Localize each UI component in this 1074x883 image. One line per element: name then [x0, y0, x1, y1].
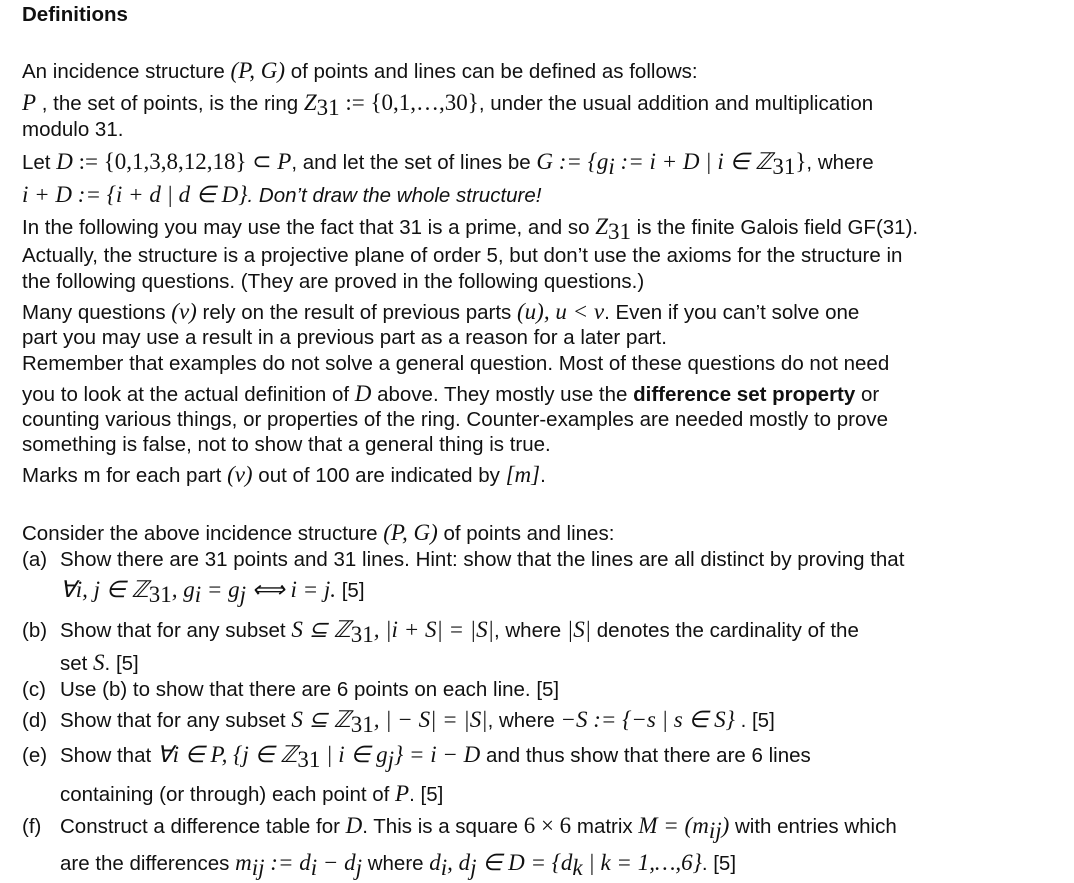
intro-line-1: An incidence structure (P, G) of points and lines can be defined as follows: [22, 58, 698, 83]
question-a-formula: ∀i, j ∈ ℤ$_{31}$, $g_i = g_j$ ⟺ i = j. [5] [60, 577, 365, 608]
question-c-label: (c) [22, 678, 46, 701]
intro-line-11: Remember that examples do not solve a general question. Most of these questions do not need [22, 352, 890, 375]
question-a-label: (a) [22, 548, 48, 571]
question-d-label: (d) [22, 709, 48, 732]
intro-line-14: something is false, not to show that a general thing is true. [22, 433, 551, 456]
intro-line-12: you to look at the actual definition of D above. They mostly use the difference set property or [22, 381, 880, 406]
heading-definitions: Definitions [22, 3, 128, 26]
question-b-label: (b) [22, 619, 48, 642]
intro-line-9: Many questions (v) rely on the result of previous parts (u), u < v. Even if you can’t solve one [22, 299, 860, 324]
intro-line-2: P , the set of points, is the ring $Z_{31}$ := {0,1,…,30}, under the usual addition and multiplication [22, 90, 874, 121]
question-e-label: (e) [22, 744, 48, 767]
question-e-cont: containing (or through) each point of P. [5] [60, 781, 444, 806]
intro-line-15: Marks m for each part (v) out of 100 are indicated by [m]. [22, 462, 546, 487]
question-b-cont: set S. [5] [60, 650, 139, 675]
intro-line-6: In the following you may use the fact that 31 is a prime, and so $Z_{31}$ is the finite Galois field GF(31). [22, 214, 919, 245]
question-a: (a) Show there are 31 points and 31 lines. Hint: show that the lines are all distinct by proving that [22, 545, 1062, 575]
intro-line-7: Actually, the structure is a projective plane of order 5, but don’t use the axioms for the structure in [22, 244, 903, 267]
intro-line-3: modulo 31. [22, 118, 124, 141]
question-d: (d) Show that for any subset S ⊆ ℤ$_{31}$, | − S| = |S|, where −S := {−s | s ∈ S} . [5] [22, 707, 775, 738]
question-f: (f) Construct a difference table for D. This is a square 6 × 6 matrix $M = (m_{ij})$ with entries which [22, 813, 897, 844]
question-b: (b) Show that for any subset S ⊆ ℤ$_{31}$, |i + S| = |S|, where |S| denotes the cardinality of the [22, 617, 859, 648]
intro-line-13: counting various things, or properties of the ring. Counter-examples are needed mostly to prove [22, 408, 889, 431]
intro-line-5: i + D := {i + d | d ∈ D}. Don’t draw the whole structure! [22, 182, 542, 207]
question-f-label: (f) [22, 815, 42, 838]
questions-lead: Consider the above incidence structure (P, G) of points and lines: [22, 520, 615, 545]
intro-line-10: part you may use a result in a previous part as a reason for a later part. [22, 326, 667, 349]
intro-line-8: the following questions. (They are proved in the following questions.) [22, 270, 645, 293]
intro-line-4: Let D := {0,1,3,8,12,18} ⊂ P, and let the set of lines be G := {$g_i$ := i + D | i ∈ ℤ$_{31}$}, where [22, 149, 874, 180]
question-e: (e) Show that ∀i ∈ P, {j ∈ ℤ$_{31}$ | i ∈ $g_j\} = i - D$ and thus show that there are 6 lines [22, 742, 811, 773]
question-f-cont: are the differences $m_{ij}$ := $d_i - d_j$ where $d_i$, $d_j$ ∈ $D = \{d_k$ | k = 1,…,6}. [5] [60, 850, 737, 881]
question-c: (c) Use (b) to show that there are 6 points on each line. [5] [22, 675, 1062, 705]
